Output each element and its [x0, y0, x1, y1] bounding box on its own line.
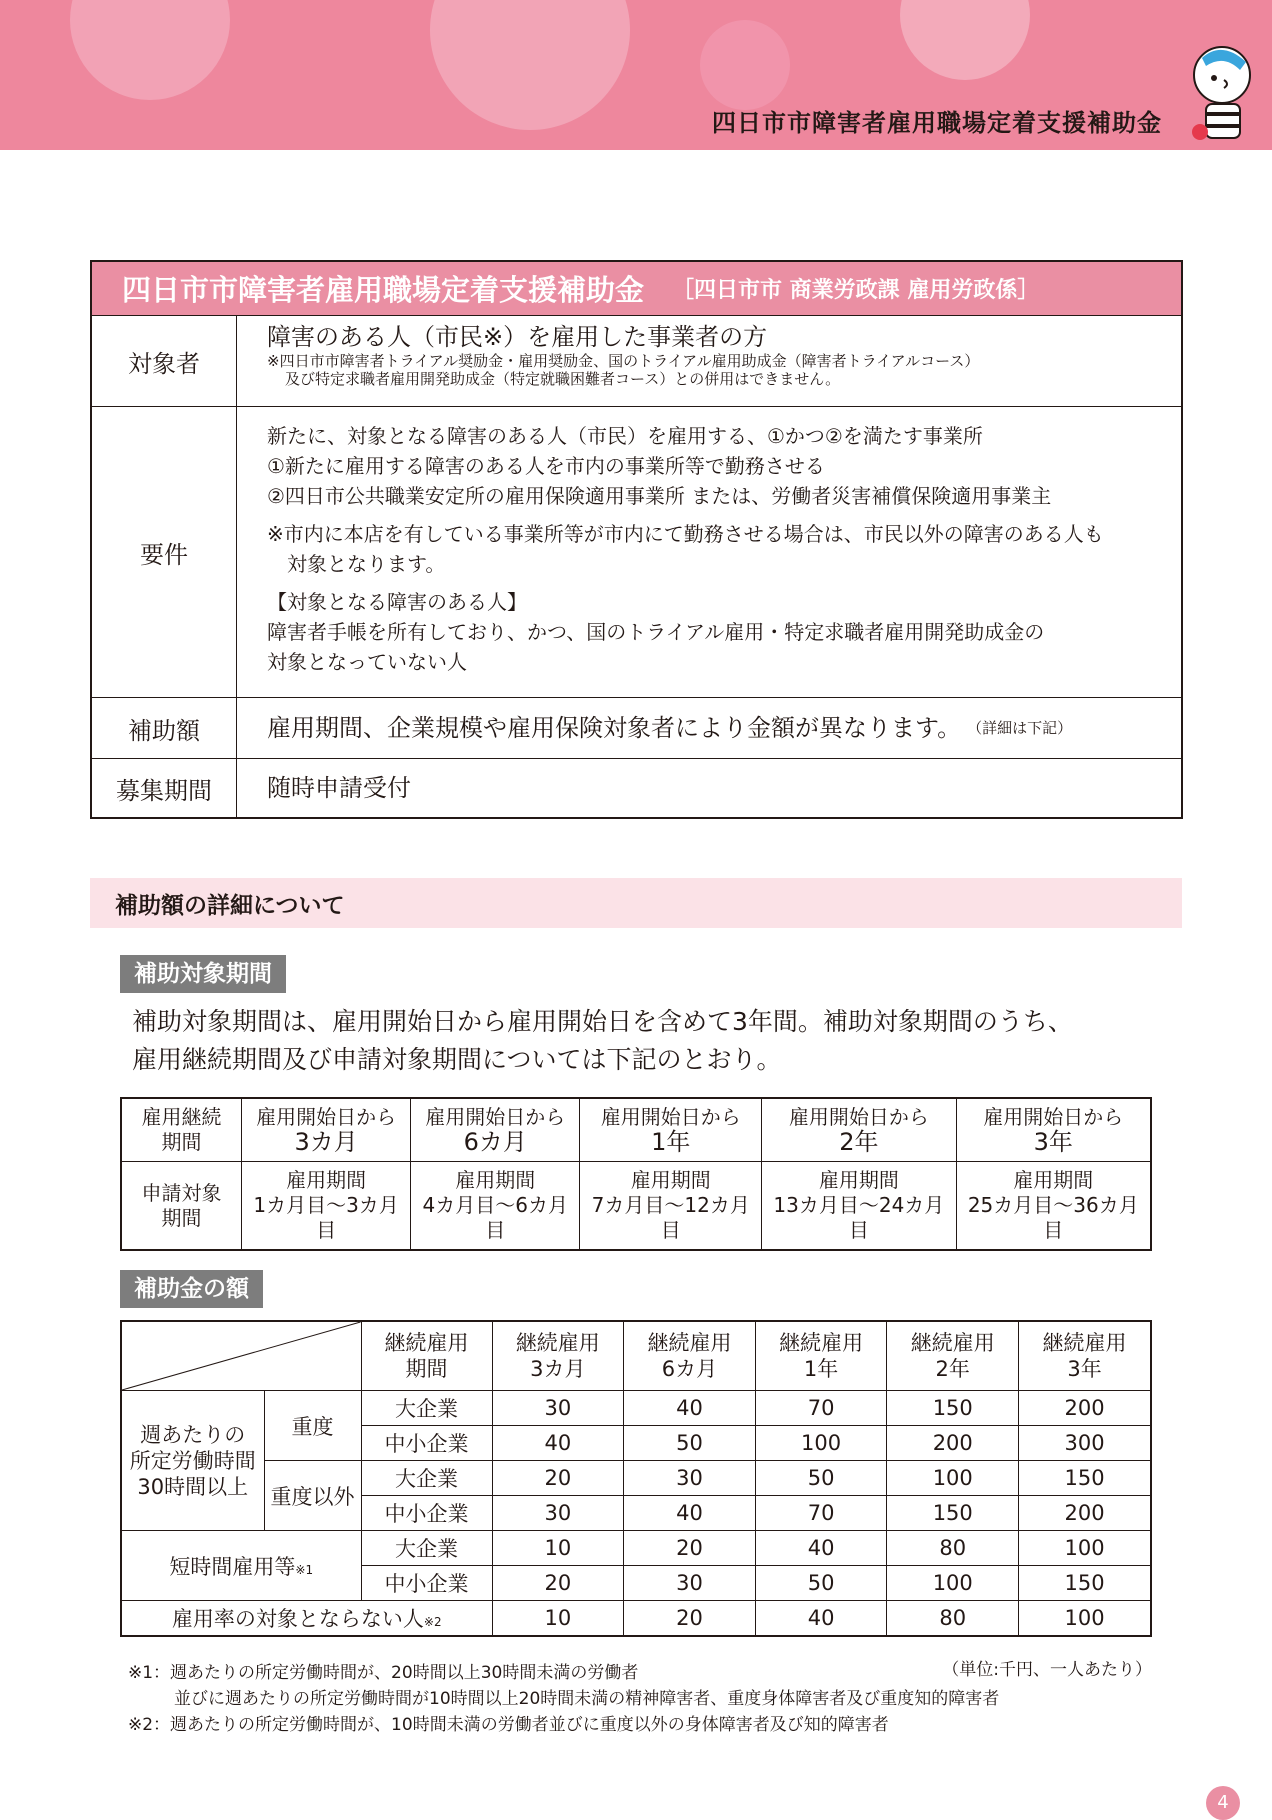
table-cell [580, 1162, 762, 1251]
table-cell: 50 [624, 1426, 756, 1461]
group-label: 週あたりの [140, 1422, 246, 1447]
footnote-mark: ※2 [423, 1615, 442, 1629]
info-label: 対象者 [92, 316, 237, 406]
intro-line: 補助対象期間は、雇用開始日から雇用開始日を含めて3年間。補助対象期間のうち、 [132, 1007, 1073, 1036]
banner-title: 四日市市障害者雇用職場定着支援補助金 [712, 109, 1162, 137]
table-cell: 150 [887, 1496, 1019, 1531]
cell-value: 13カ月目〜24カ月目 [773, 1193, 945, 1242]
company-size-label: 中小企業 [361, 1566, 492, 1601]
group-label: 30時間以上 [137, 1474, 249, 1499]
table-row [121, 1321, 1151, 1391]
banner-decoration [700, 20, 790, 110]
header-text: 申請対象 [141, 1180, 222, 1205]
info-row-amount [92, 697, 1181, 758]
non-target-label-cell [121, 1601, 492, 1637]
tag-subsidy-amount: 補助金の額 [120, 1270, 263, 1308]
header-text: 継続雇用 [384, 1331, 469, 1355]
table-cell: 80 [887, 1601, 1019, 1637]
group-label: 所定労働時間 [129, 1448, 256, 1473]
table-cell: 80 [887, 1531, 1019, 1566]
table-header-cell [755, 1321, 887, 1391]
amount-note: （詳細は下記） [967, 719, 1073, 737]
req-sub-line: 障害者手帳を所有しており、かつ、国のトライアル雇用・特定求職者雇用開発助成金の [267, 620, 1045, 644]
table-header-cell [492, 1321, 624, 1391]
header-text: 期間 [405, 1357, 448, 1381]
company-size-label: 中小企業 [361, 1426, 492, 1461]
cell-value: 7カ月目〜12カ月目 [591, 1193, 750, 1242]
intro-line: 雇用継続期間及び申請対象期間については下記のとおり。 [132, 1045, 782, 1074]
info-box [90, 260, 1183, 819]
table-row [121, 1531, 1151, 1566]
table-cell [411, 1162, 580, 1251]
diagonal-line [122, 1322, 361, 1390]
cell-value: 3年 [1033, 1128, 1073, 1156]
info-label: 補助額 [92, 698, 237, 758]
banner-decoration [70, 0, 230, 100]
table-header-cell [1019, 1321, 1151, 1391]
table-cell: 200 [887, 1426, 1019, 1461]
cell-text: 雇用開始日から [425, 1105, 566, 1129]
header-text: 期間 [161, 1205, 202, 1230]
page-number: 4 [1206, 1786, 1240, 1820]
table-cell: 100 [887, 1566, 1019, 1601]
cell-value: 25カ月目〜36カ月目 [967, 1193, 1139, 1242]
cell-value: 2年 [839, 1128, 879, 1156]
cell-value: 1カ月目〜3カ月目 [253, 1193, 399, 1242]
table-cell [956, 1098, 1151, 1162]
table-cell: 70 [755, 1391, 887, 1426]
table-cell: 50 [755, 1566, 887, 1601]
table-cell [411, 1098, 580, 1162]
cell-value: 6カ月 [463, 1128, 527, 1156]
cell-text: 雇用期間 [818, 1168, 899, 1192]
info-value [237, 316, 1181, 406]
table-cell: 30 [624, 1566, 756, 1601]
header-text: 3カ月 [530, 1357, 586, 1381]
table-cell: 200 [1019, 1496, 1151, 1531]
header-text: 1年 [803, 1357, 839, 1381]
target-note: 及び特定求職者雇用開発助成金（特定就職困難者コース）との併用はできません。 [285, 370, 841, 388]
period-value: 随時申請受付 [267, 774, 411, 802]
table-cell: 30 [492, 1496, 624, 1531]
info-box-dept: ［四日市市 商業労政課 雇用労政係］ [672, 278, 1040, 303]
info-value [237, 698, 1181, 758]
period-table [120, 1097, 1152, 1251]
table-cell: 300 [1019, 1426, 1151, 1461]
info-box-header [92, 262, 1181, 315]
table-header-cell [121, 1098, 242, 1162]
table-cell: 40 [624, 1496, 756, 1531]
cell-text: 雇用期間 [455, 1168, 536, 1192]
table-cell: 150 [887, 1391, 1019, 1426]
cell-text: 雇用開始日から [788, 1105, 929, 1129]
target-main: 障害のある人（市民※）を雇用した事業者の方 [267, 323, 768, 351]
table-cell: 20 [492, 1566, 624, 1601]
severity-label: 重度以外 [264, 1461, 361, 1531]
table-cell: 40 [755, 1601, 887, 1637]
table-cell: 40 [492, 1426, 624, 1461]
table-cell [580, 1098, 762, 1162]
short-time-label-cell [121, 1531, 361, 1601]
group-label-cell [121, 1391, 264, 1531]
req-note: 対象となります。 [287, 552, 446, 576]
header-text: 継続雇用 [515, 1331, 600, 1355]
table-cell [242, 1162, 411, 1251]
req-sub-line: 対象となっていない人 [267, 650, 467, 674]
footnote-1-cont: 並びに週あたりの所定労働時間が10時間以上20時間未満の精神障害者、重度身体障害者及び重度知的障害者 [174, 1689, 1000, 1709]
footnote-2: ※2：週あたりの所定労働時間が、10時間未満の労働者並びに重度以外の身体障害者及び知的障害者 [128, 1715, 889, 1735]
cell-text: 雇用期間 [630, 1168, 711, 1192]
severity-label: 重度 [264, 1391, 361, 1461]
table-cell: 200 [1019, 1391, 1151, 1426]
company-size-label: 大企業 [361, 1461, 492, 1496]
table-row [121, 1098, 1151, 1162]
header-text: 3年 [1067, 1357, 1102, 1381]
short-time-label: 短時間雇用等 [169, 1554, 296, 1579]
mascot-icon [1184, 40, 1254, 150]
table-cell: 30 [492, 1391, 624, 1426]
header-text: 継続雇用 [1042, 1331, 1127, 1355]
header-text: 2年 [935, 1357, 970, 1381]
info-label: 要件 [92, 407, 237, 697]
header-banner [0, 0, 1272, 150]
cell-text: 雇用期間 [286, 1168, 367, 1192]
table-cell: 150 [1019, 1461, 1151, 1496]
footnote-mark: ※1 [295, 1562, 314, 1577]
footnote-1: ※1：週あたりの所定労働時間が、20時間以上30時間未満の労働者 [128, 1663, 639, 1683]
table-header-cell [361, 1321, 492, 1391]
table-header-cell [887, 1321, 1019, 1391]
header-text: 6カ月 [661, 1357, 718, 1381]
section-title: 補助額の詳細について [115, 892, 345, 919]
cell-value: 1年 [651, 1128, 691, 1156]
table-cell [242, 1098, 411, 1162]
company-size-label: 大企業 [361, 1391, 492, 1426]
req-line: ②四日市公共職業安定所の雇用保険適用事業所 または、労働者災害補償保険適用事業主 [267, 484, 1052, 508]
info-row-period [92, 758, 1181, 817]
table-cell [956, 1162, 1151, 1251]
table-cell: 10 [492, 1531, 624, 1566]
table-cell: 30 [624, 1461, 756, 1496]
table-row [121, 1461, 1151, 1496]
table-cell: 20 [624, 1531, 756, 1566]
table-cell [762, 1098, 956, 1162]
info-value [237, 759, 1181, 817]
cell-text: 雇用期間 [1013, 1168, 1094, 1192]
info-value [237, 407, 1181, 697]
req-note: ※市内に本店を有している事業所等が市内にて勤務させる場合は、市民以外の障害のある人も [267, 522, 1104, 546]
table-row [121, 1601, 1151, 1637]
header-text: 雇用継続 [141, 1105, 222, 1129]
cell-text: 雇用開始日から [600, 1105, 741, 1129]
req-line: 新たに、対象となる障害のある人（市民）を雇用する、①かつ②を満たす事業所 [267, 424, 983, 448]
company-size-label: 中小企業 [361, 1496, 492, 1531]
table-cell: 100 [755, 1426, 887, 1461]
tag-subsidy-period: 補助対象期間 [120, 955, 286, 993]
diagonal-header-cell [121, 1321, 361, 1391]
unit-note: （単位:千円、一人あたり） [942, 1660, 1152, 1680]
table-cell [762, 1162, 956, 1251]
non-target-label: 雇用率の対象とならない人 [171, 1607, 424, 1631]
cell-text: 雇用開始日から [983, 1105, 1124, 1129]
table-cell: 150 [1019, 1566, 1151, 1601]
info-row-target [92, 315, 1181, 406]
table-cell: 40 [624, 1391, 756, 1426]
company-size-label: 大企業 [361, 1531, 492, 1566]
header-text: 継続雇用 [647, 1331, 732, 1355]
req-sub-title: 【対象となる障害のある人】 [267, 590, 527, 614]
table-cell: 20 [492, 1461, 624, 1496]
section-bar [90, 878, 1182, 928]
table-row [121, 1162, 1151, 1251]
amount-main: 雇用期間、企業規模や雇用保険対象者により金額が異なります。 [267, 714, 962, 742]
table-cell: 100 [887, 1461, 1019, 1496]
cell-value: 4カ月目〜6カ月目 [422, 1193, 568, 1242]
info-label: 募集期間 [92, 759, 237, 817]
table-cell: 40 [755, 1531, 887, 1566]
amount-table [120, 1320, 1152, 1637]
table-cell: 100 [1019, 1601, 1151, 1637]
header-text: 継続雇用 [910, 1331, 995, 1355]
info-row-requirements [92, 406, 1181, 697]
table-cell: 20 [624, 1601, 756, 1637]
table-cell: 70 [755, 1496, 887, 1531]
table-header-cell [624, 1321, 756, 1391]
intro-paragraph [132, 1003, 1073, 1079]
table-cell: 100 [1019, 1531, 1151, 1566]
header-text: 期間 [161, 1130, 202, 1154]
req-line: ①新たに雇用する障害のある人を市内の事業所等で勤務させる [267, 454, 825, 478]
cell-value: 3カ月 [294, 1128, 358, 1156]
cell-text: 雇用開始日から [256, 1105, 397, 1129]
table-cell: 50 [755, 1461, 887, 1496]
target-note: ※四日市市障害者トライアル奨励金・雇用奨励金、国のトライアル雇用助成金（障害者トライアルコース） [267, 352, 980, 370]
table-cell: 10 [492, 1601, 624, 1637]
header-text: 継続雇用 [779, 1331, 864, 1355]
banner-decoration [900, 0, 1030, 80]
table-row [121, 1391, 1151, 1426]
banner-decoration [430, 0, 630, 130]
info-box-title: 四日市市障害者雇用職場定着支援補助金 [122, 273, 645, 307]
table-header-cell [121, 1162, 242, 1251]
